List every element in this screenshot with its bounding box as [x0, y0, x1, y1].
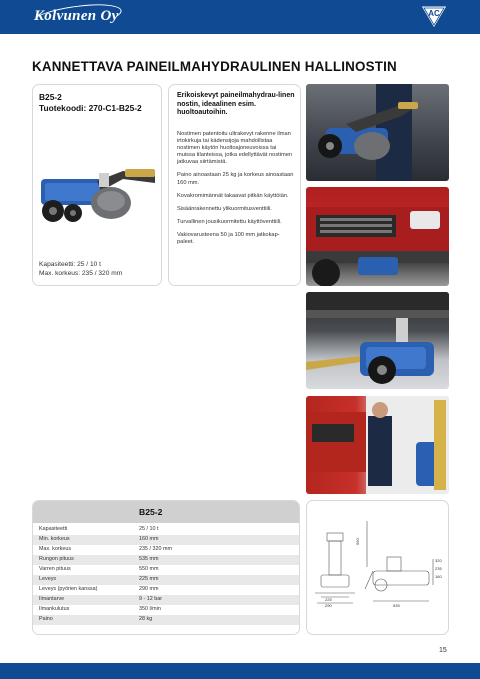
table-row	[33, 545, 300, 555]
table-row	[33, 565, 300, 575]
dimension-drawing	[307, 501, 450, 636]
description-paragraph: Nostimen patentoitu ultrakevyt rakenne ilman irtokirkuja tai kädensijoja mahdollistaa nostimen käytön huoltoajoneuvoissa tai muissa tilanteissa, jotka edellyttävät nostimen jatkuvaa siirtämistä.	[177, 131, 293, 166]
spec-value: 160 mm	[139, 536, 159, 542]
photo-truck-front	[306, 187, 449, 286]
spec-value: 235 / 320 mm	[139, 546, 172, 552]
spec-key: Ilmankulutus	[39, 606, 70, 612]
dim-label: 225	[325, 597, 332, 602]
product-model-block	[39, 92, 142, 113]
spec-key: Ilmantarve	[39, 596, 65, 602]
spec-value: 290 mm	[139, 586, 159, 592]
ac-logo-text: AC	[428, 9, 440, 18]
spec-key: Leveys	[39, 576, 57, 582]
footer-bar	[0, 663, 480, 679]
description-paragraph: Sisäänrakennettu ylikuormitusventtiili.	[177, 205, 272, 212]
description-headline: Erikoiskevyt paineilmahydrau-linen nostin, ideaalinen esim. huoltoautoihin.	[177, 92, 295, 117]
photo-jack-carry	[306, 84, 449, 181]
product-model: B25-2	[39, 92, 62, 102]
spec-key: Varren pituus	[39, 566, 71, 572]
product-capacity-block	[39, 261, 122, 278]
spec-value: 350 l/min	[139, 606, 161, 612]
description-paragraph: Vakiovarusteena 50 ja 100 mm jatkokap-paleet.	[177, 231, 280, 246]
product-max-height: Max. korkeus: 235 / 320 mm	[39, 269, 123, 277]
description-body	[177, 131, 295, 252]
spec-value: 225 mm	[139, 576, 159, 582]
ac-logo-icon	[419, 4, 449, 30]
dim-label: 160	[435, 574, 442, 579]
header-bar	[0, 0, 480, 34]
page-number: 15	[439, 647, 447, 654]
spec-value: 25 / 10 t	[139, 526, 159, 532]
dim-label: 560	[355, 538, 360, 545]
table-row	[33, 615, 300, 625]
dim-label: 535	[393, 603, 400, 608]
page-title: KANNETTAVA PAINEILMAHYDRAULINEN HALLINOSTIN	[32, 59, 397, 74]
spec-key: Min. korkeus	[39, 536, 70, 542]
description-card	[168, 84, 301, 286]
description-paragraph: Turvallinen jousikuormitettu käyttöventtiili.	[177, 218, 282, 225]
spec-value: 550 mm	[139, 566, 159, 572]
dimension-diagram	[306, 500, 449, 635]
product-card	[32, 84, 162, 286]
spec-key: Paino	[39, 616, 53, 622]
spec-table-header	[33, 501, 300, 523]
table-row	[33, 585, 300, 595]
brand-logo[interactable]: Kolvunen Oy	[34, 8, 119, 24]
photo-jack-under-vehicle	[306, 292, 449, 389]
spec-key: Kapasiteetti	[39, 526, 68, 532]
spec-value: 28 kg	[139, 616, 153, 622]
spec-key: Leveys (pyörien kanssa)	[39, 586, 98, 592]
spec-key: Max. korkeus	[39, 546, 72, 552]
product-code: Tuotekoodi: 270-C1-B25-2	[39, 102, 142, 113]
table-row	[33, 525, 300, 535]
description-paragraph: Kovakromimännät takaavat pitkän käyttöiän.	[177, 192, 289, 199]
description-paragraph: Paino ainoastaan 25 kg ja korkeus ainoastaan 160 mm.	[177, 172, 294, 186]
spec-value: 9 - 12 bar	[139, 596, 163, 602]
spec-key: Rungon pituus	[39, 556, 74, 562]
spec-table	[32, 500, 300, 635]
dim-label: 320	[435, 558, 442, 563]
spec-table-model: B25-2	[139, 507, 163, 517]
photo-service-van	[306, 396, 449, 494]
spec-value: 535 mm	[139, 556, 159, 562]
dim-label: 290	[325, 603, 332, 608]
jack-product-image	[37, 161, 159, 233]
table-row	[33, 535, 300, 545]
table-row	[33, 595, 300, 605]
product-capacity: Kapasiteetti: 25 / 10 t	[39, 261, 101, 268]
table-row	[33, 605, 300, 615]
dim-label: 235	[435, 566, 442, 571]
table-row	[33, 575, 300, 585]
table-row	[33, 555, 300, 565]
